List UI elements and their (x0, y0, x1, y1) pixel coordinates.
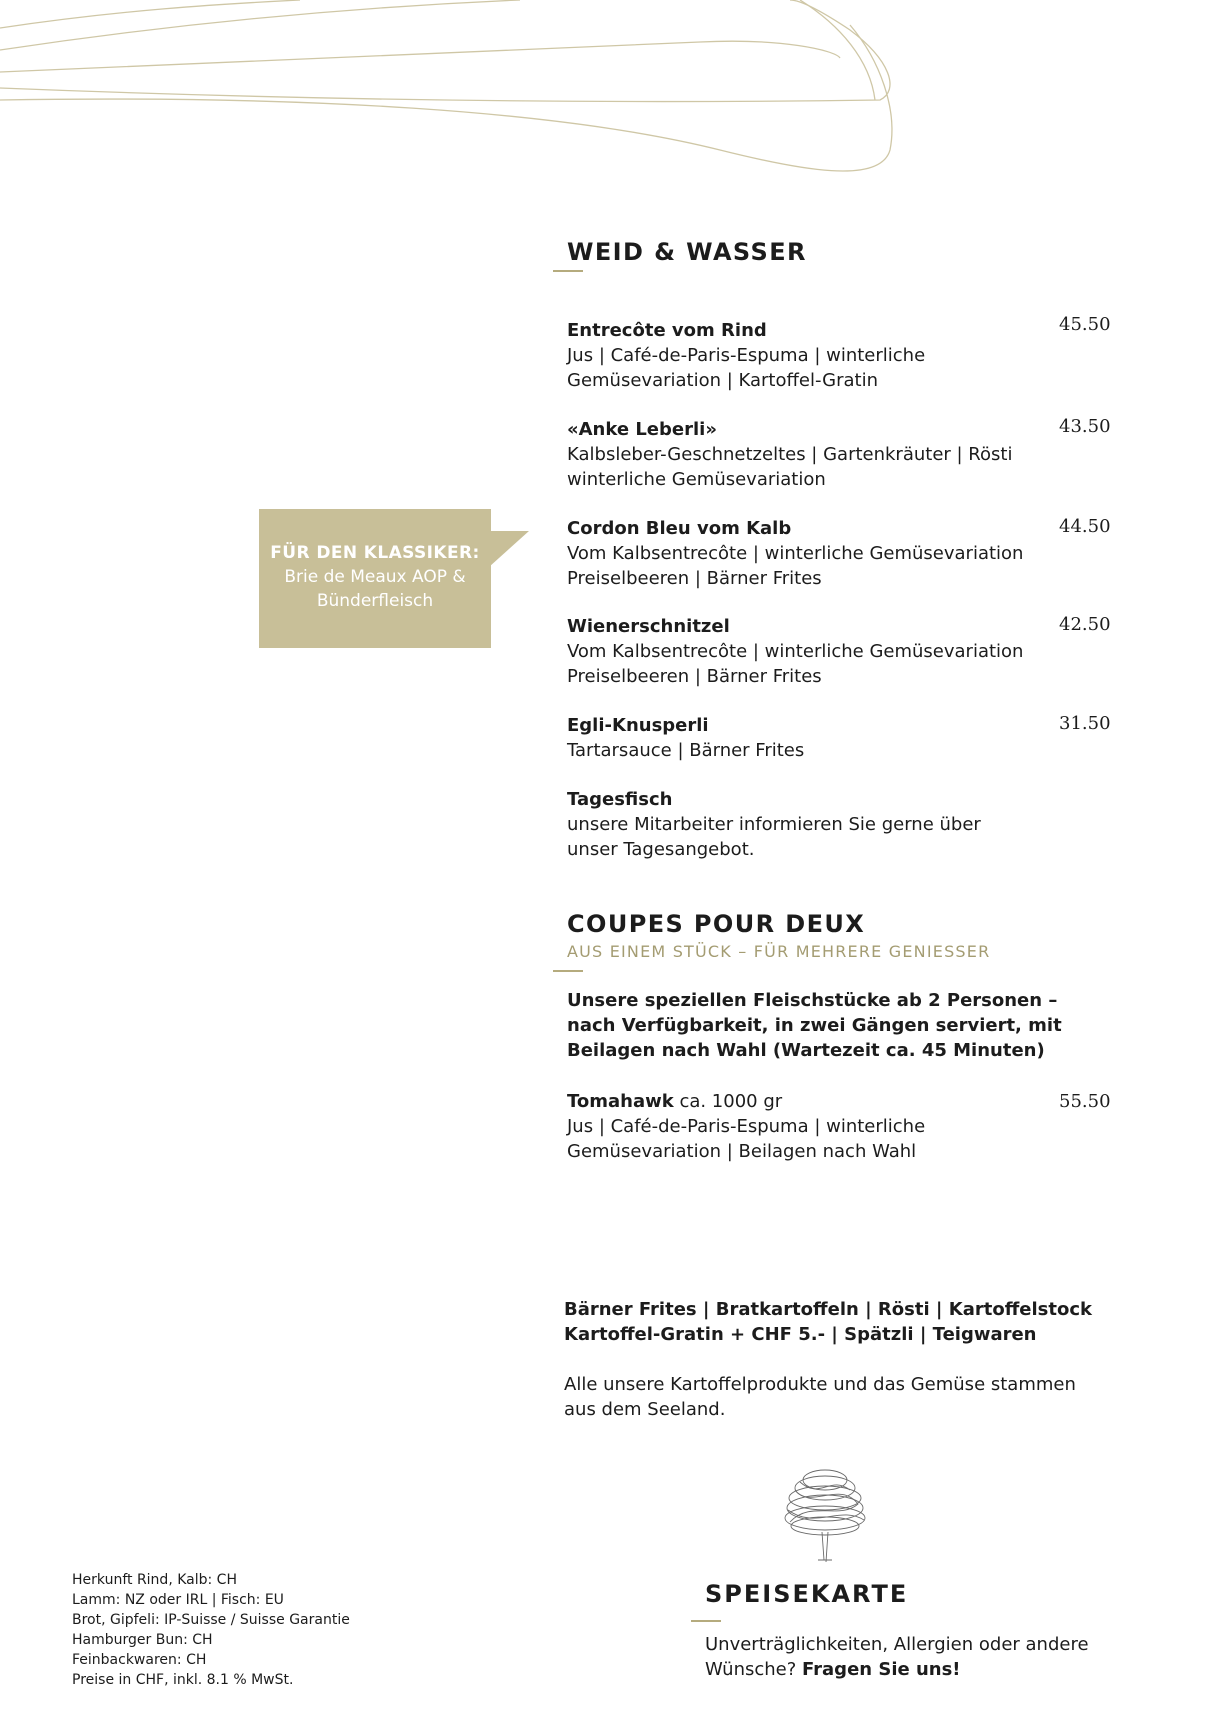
item-name: Tagesfisch (567, 789, 673, 810)
title-underline (691, 1620, 721, 1622)
speisekarte-note (705, 1632, 1205, 1682)
item-desc: Preiselbeeren | Bärner Frites (567, 666, 822, 687)
section-weid-wasser (567, 238, 807, 266)
origin-line: Lamm: NZ oder IRL | Fisch: EU (72, 1592, 284, 1608)
item-name: «Anke Leberli» (567, 419, 717, 440)
ask-us: Fragen Sie uns! (802, 1659, 961, 1680)
callout-title: FÜR DEN KLASSIKER: (270, 543, 480, 563)
item-desc: Kalbsleber-Geschnetzeltes | Gartenkräuter | Rösti (567, 444, 1013, 465)
item-title-line (567, 1089, 1127, 1114)
section-subtitle: AUS EINEM STÜCK – FÜR MEHRERE GENIESSER (567, 942, 991, 961)
allergy-prefix: Wünsche? (705, 1659, 803, 1680)
title-underline (553, 970, 583, 972)
title-underline (553, 270, 583, 272)
decorative-curves (0, 0, 1222, 200)
menu-item (567, 713, 1107, 763)
item-desc: Gemüsevariation | Beilagen nach Wahl (567, 1141, 917, 1162)
origin-info (72, 1570, 350, 1690)
menu-item (567, 614, 1107, 689)
sides-line: Kartoffel-Gratin + CHF 5.- | Spätzli | Teigwaren (564, 1324, 1037, 1345)
menu-item-tomahawk (567, 1089, 1127, 1164)
tree-logo (770, 1460, 880, 1570)
coupes-intro (567, 988, 1127, 1063)
classic-callout (259, 509, 491, 648)
intro-line: Beilagen nach Wahl (Wartezeit ca. 45 Minuten) (567, 1040, 1045, 1061)
item-name: Wienerschnitzel (567, 616, 730, 637)
allergy-line (705, 1657, 1205, 1682)
speisekarte-title: SPEISEKARTE (705, 1580, 909, 1608)
item-name: Cordon Bleu vom Kalb (567, 518, 792, 539)
item-price: 31.50 (1059, 713, 1111, 734)
item-name: Entrecôte vom Rind (567, 320, 767, 341)
item-name: Egli-Knusperli (567, 715, 709, 736)
menu-item (567, 318, 1107, 393)
item-desc: winterliche Gemüsevariation (567, 469, 826, 490)
item-desc: Jus | Café-de-Paris-Espuma | winterliche (567, 1116, 926, 1137)
origin-line: Preise in CHF, inkl. 8.1 % MwSt. (72, 1672, 294, 1688)
intro-line: Unsere speziellen Fleischstücke ab 2 Personen – (567, 990, 1058, 1011)
item-desc: Preiselbeeren | Bärner Frites (567, 568, 822, 589)
menu-item (567, 787, 1107, 862)
item-desc: Vom Kalbsentrecôte | winterliche Gemüsevariation (567, 641, 1024, 662)
menu-items-weid (567, 314, 1127, 860)
intro-line: nach Verfügbarkeit, in zwei Gängen serviert, mit (567, 1015, 1062, 1036)
item-desc: unsere Mitarbeiter informieren Sie gerne über (567, 814, 981, 835)
origin-line: Brot, Gipfeli: IP-Suisse / Suisse Garantie (72, 1612, 350, 1628)
sides-block (564, 1297, 1164, 1422)
item-price: 44.50 (1059, 516, 1111, 537)
callout-line: Bünderfleisch (316, 591, 434, 611)
callout-pointer (489, 531, 529, 567)
item-name: Tomahawk (567, 1091, 674, 1112)
callout-line: Brie de Meaux AOP & (284, 567, 466, 587)
item-desc: Gemüsevariation | Kartoffel-Gratin (567, 370, 878, 391)
item-price: 55.50 (1059, 1091, 1111, 1112)
item-price: 42.50 (1059, 614, 1111, 635)
menu-item (567, 417, 1107, 492)
section-title: COUPES POUR DEUX (567, 910, 866, 938)
origin-note: aus dem Seeland. (564, 1399, 726, 1420)
item-desc: unser Tagesangebot. (567, 839, 755, 860)
origin-note: Alle unsere Kartoffelprodukte und das Gemüse stammen (564, 1374, 1076, 1395)
item-desc: Jus | Café-de-Paris-Espuma | winterliche (567, 345, 926, 366)
section-coupes (567, 910, 990, 961)
item-desc: Vom Kalbsentrecôte | winterliche Gemüsevariation (567, 543, 1024, 564)
origin-line: Feinbackwaren: CH (72, 1652, 207, 1668)
allergy-line: Unverträglichkeiten, Allergien oder andere (705, 1634, 1089, 1655)
item-desc: Tartarsauce | Bärner Frites (567, 740, 805, 761)
origin-line: Hamburger Bun: CH (72, 1632, 213, 1648)
sides-line: Bärner Frites | Bratkartoffeln | Rösti | Kartoffelstock (564, 1299, 1092, 1320)
section-title: WEID & WASSER (567, 238, 807, 266)
menu-item (567, 516, 1107, 591)
item-price: 43.50 (1059, 416, 1111, 437)
item-price: 45.50 (1059, 314, 1111, 335)
origin-line: Herkunft Rind, Kalb: CH (72, 1572, 237, 1588)
item-weight: ca. 1000 gr (673, 1091, 783, 1112)
